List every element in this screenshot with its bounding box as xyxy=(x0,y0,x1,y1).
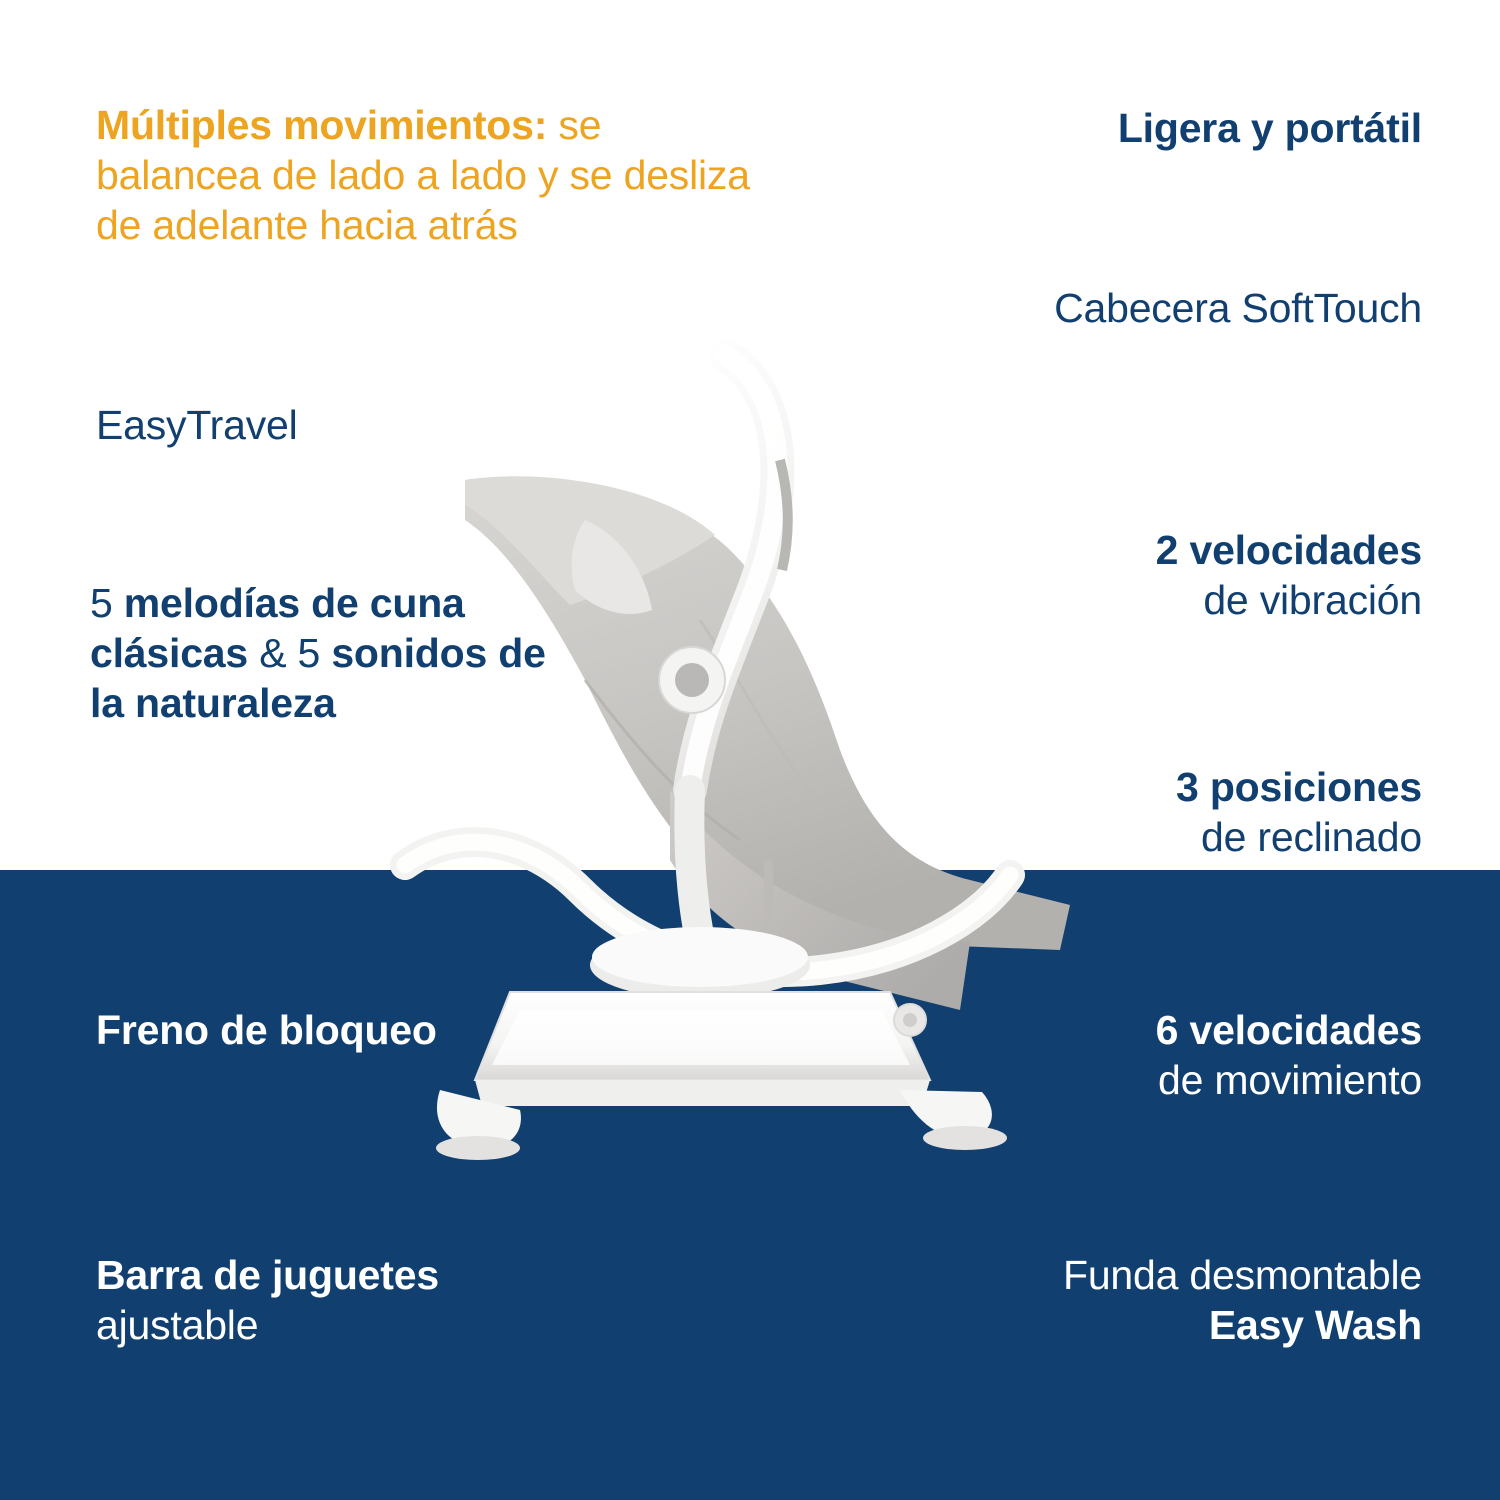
callout-posiciones-rest: de reclinado xyxy=(1201,814,1422,861)
callout-cabecera-softtouch xyxy=(882,283,1422,333)
callout-easytravel-text: EasyTravel xyxy=(96,402,298,448)
callout-melodias-bold1: melodías de cuna clásicas xyxy=(90,580,465,677)
callout-barra-juguetes xyxy=(96,1250,536,1350)
callout-freno-bloqueo xyxy=(96,1005,516,1055)
callout-funda-bold: Easy Wash xyxy=(1208,1302,1422,1349)
callout-6vel-bold: 6 velocidades xyxy=(1155,1007,1422,1053)
callout-velocidades-movimiento xyxy=(862,1005,1422,1105)
callout-vibracion-rest: de vibración xyxy=(1203,577,1422,624)
callout-vibracion-bold: 2 velocidades xyxy=(1155,527,1422,573)
callout-multiples-rest: se balancea de lado a lado y se desliza de adelante hacia atrás xyxy=(96,102,750,249)
callout-ligera-text: Ligera y portátil xyxy=(1117,105,1422,151)
callout-posiciones-reclinado xyxy=(862,762,1422,862)
callout-ligera-portatil xyxy=(942,103,1422,153)
callout-funda-rest: Funda desmontable xyxy=(1062,1252,1422,1298)
callout-funda-easywash xyxy=(922,1250,1422,1350)
callout-velocidades-vibracion xyxy=(862,525,1422,625)
callout-melodias xyxy=(90,578,590,728)
callout-barra-rest: ajustable xyxy=(96,1302,259,1349)
callout-posiciones-bold: 3 posiciones xyxy=(1176,764,1422,810)
callout-easytravel xyxy=(96,400,596,450)
callout-multiples-bold: Múltiples movimientos: xyxy=(96,102,548,148)
callout-melodias-bold2: sonidos de la naturaleza xyxy=(90,630,546,727)
callout-melodias-part1: 5 xyxy=(90,580,124,626)
callout-melodias-part2: & 5 xyxy=(248,630,332,677)
callout-cabecera-text: Cabecera SoftTouch xyxy=(1054,285,1422,331)
callout-barra-bold: Barra de juguetes xyxy=(96,1252,439,1298)
callout-multiples-movimientos xyxy=(96,100,756,250)
callout-freno-text: Freno de bloqueo xyxy=(96,1007,437,1053)
callout-6vel-rest: de movimiento xyxy=(1157,1057,1422,1104)
